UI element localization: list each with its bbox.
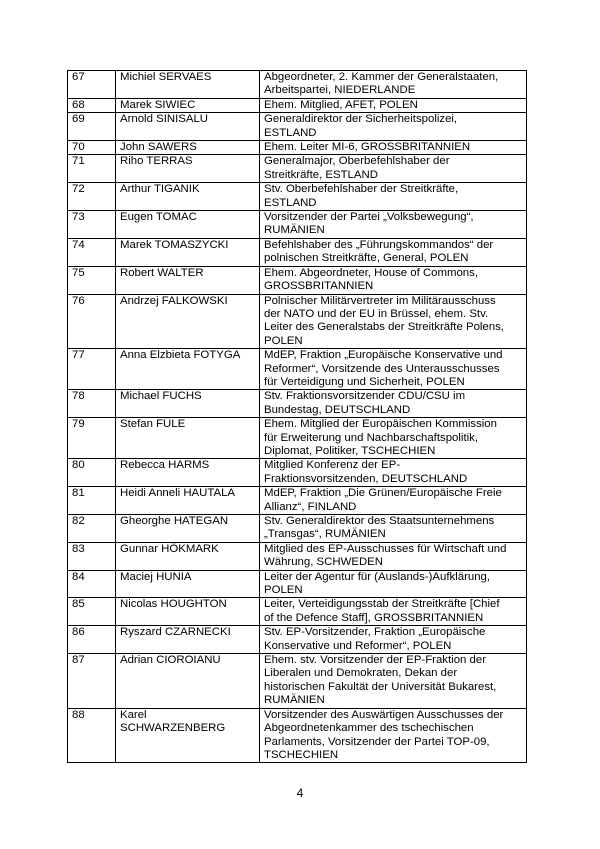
person-description: Polnischer Militärvertreter im Militärausschuss der NATO und der EU in Brüssel, ehem. Stv. Leiter des Generalstabs der Streitkräfte Polens, POLEN [260, 294, 527, 349]
person-description: Ehem. Leiter MI-6, GROSSBRITANNIEN [260, 141, 527, 155]
persons-table-body [68, 71, 527, 763]
person-description: Ehem. stv. Vorsitzender der EP-Fraktion der Liberalen und Demokraten, Dekan der historischen Fakultät der Universität Bukarest, RUMÄNIEN [260, 654, 527, 709]
row-number: 81 [68, 487, 116, 515]
table-row [68, 542, 527, 570]
person-description: Stv. EP-Vorsitzender, Fraktion „Europäische Konservative und Reformer“, POLEN [260, 626, 527, 654]
persons-table [67, 70, 527, 763]
row-number: 76 [68, 294, 116, 349]
person-description: MdEP, Fraktion „Die Grünen/Europäische Freie Allianz“, FINLAND [260, 487, 527, 515]
person-name: John SAWERS [116, 141, 260, 155]
person-name: Heidi Anneli HAUTALA [116, 487, 260, 515]
table-row [68, 418, 527, 459]
row-number: 75 [68, 266, 116, 294]
person-description: Vorsitzender der Partei „Volksbewegung“, RUMÄNIEN [260, 211, 527, 239]
person-description: Stv. Fraktionsvorsitzender CDU/CSU im Bundestag, DEUTSCHLAND [260, 390, 527, 418]
person-name: Nicolas HOUGHTON [116, 598, 260, 626]
person-description: Vorsitzender des Auswärtigen Ausschusses der Abgeordnetenkammer des tschechischen Parlaments, Vorsitzender der Partei TOP-09, TSCHECHIEN [260, 708, 527, 763]
table-row [68, 459, 527, 487]
person-description: Generalmajor, Oberbefehlshaber der Streitkräfte, ESTLAND [260, 155, 527, 183]
row-number: 86 [68, 626, 116, 654]
person-name: Marek TOMASZYCKI [116, 238, 260, 266]
table-row [68, 487, 527, 515]
row-number: 88 [68, 708, 116, 763]
table-row [68, 266, 527, 294]
person-name: Riho TERRAS [116, 155, 260, 183]
table-row [68, 598, 527, 626]
table-row [68, 238, 527, 266]
person-name: Arthur TIGANIK [116, 183, 260, 211]
table-row [68, 349, 527, 390]
row-number: 79 [68, 418, 116, 459]
person-name: Eugen TOMAC [116, 211, 260, 239]
person-name: Stefan FÜLE [116, 418, 260, 459]
person-description: Ehem. Mitglied der Europäischen Kommission für Erweiterung und Nachbarschaftspolitik, Diplomat, Politiker, TSCHECHIEN [260, 418, 527, 459]
table-row [68, 626, 527, 654]
page-number: 4 [296, 786, 304, 800]
row-number: 78 [68, 390, 116, 418]
person-description: Mitglied Konferenz der EP- Fraktionsvorsitzenden, DEUTSCHLAND [260, 459, 527, 487]
person-description: MdEP, Fraktion „Europäische Konservative und Reformer“, Vorsitzende des Unterausschusses für Verteidigung und Sicherheit, POLEN [260, 349, 527, 390]
table-row [68, 211, 527, 239]
person-description: Leiter der Agentur für (Auslands-)Aufklärung, POLEN [260, 570, 527, 598]
person-name: Karel SCHWARZENBERG [116, 708, 260, 763]
person-description: Stv. Generaldirektor des Staatsunternehmens „Transgas“, RUMÄNIEN [260, 515, 527, 543]
row-number: 87 [68, 654, 116, 709]
table-row [68, 708, 527, 763]
person-name: Anna Elzbieta FOTYGA [116, 349, 260, 390]
person-name: Arnold SINISALU [116, 113, 260, 141]
table-row [68, 654, 527, 709]
person-name: Adrian CIOROIANU [116, 654, 260, 709]
person-name: Gheorghe HATEGAN [116, 515, 260, 543]
person-name: Marek SIWIEC [116, 98, 260, 112]
person-name: Rebecca HARMS [116, 459, 260, 487]
row-number: 80 [68, 459, 116, 487]
row-number: 71 [68, 155, 116, 183]
row-number: 83 [68, 542, 116, 570]
person-description: Leiter, Verteidigungsstab der Streitkräfte [Chief of the Defence Staff], GROSSBRITANNIEN [260, 598, 527, 626]
row-number: 82 [68, 515, 116, 543]
person-name: Michael FUCHS [116, 390, 260, 418]
row-number: 72 [68, 183, 116, 211]
table-row [68, 294, 527, 349]
table-row [68, 141, 527, 155]
table-row [68, 155, 527, 183]
person-name: Michiel SERVAES [116, 71, 260, 99]
row-number: 67 [68, 71, 116, 99]
person-description: Ehem. Abgeordneter, House of Commons, GROSSBRITANNIEN [260, 266, 527, 294]
table-row [68, 515, 527, 543]
row-number: 77 [68, 349, 116, 390]
table-row [68, 183, 527, 211]
row-number: 84 [68, 570, 116, 598]
table-row [68, 98, 527, 112]
table-row [68, 71, 527, 99]
row-number: 85 [68, 598, 116, 626]
table-row [68, 390, 527, 418]
person-description: Mitglied des EP-Ausschusses für Wirtschaft und Währung, SCHWEDEN [260, 542, 527, 570]
person-name: Ryszard CZARNECKI [116, 626, 260, 654]
person-description: Abgeordneter, 2. Kammer der Generalstaaten, Arbeitspartei, NIEDERLANDE [260, 71, 527, 99]
person-description: Ehem. Mitglied, AFET, POLEN [260, 98, 527, 112]
row-number: 69 [68, 113, 116, 141]
person-name: Maciej HUNIA [116, 570, 260, 598]
person-description: Stv. Oberbefehlshaber der Streitkräfte, ESTLAND [260, 183, 527, 211]
person-name: Andrzej FALKOWSKI [116, 294, 260, 349]
person-description: Generaldirektor der Sicherheitspolizei, ESTLAND [260, 113, 527, 141]
row-number: 73 [68, 211, 116, 239]
person-description: Befehlshaber des „Führungskommandos“ der polnischen Streitkräfte, General, POLEN [260, 238, 527, 266]
table-row [68, 113, 527, 141]
row-number: 68 [68, 98, 116, 112]
person-name: Gunnar HÖKMARK [116, 542, 260, 570]
row-number: 74 [68, 238, 116, 266]
table-row [68, 570, 527, 598]
row-number: 70 [68, 141, 116, 155]
person-name: Robert WALTER [116, 266, 260, 294]
